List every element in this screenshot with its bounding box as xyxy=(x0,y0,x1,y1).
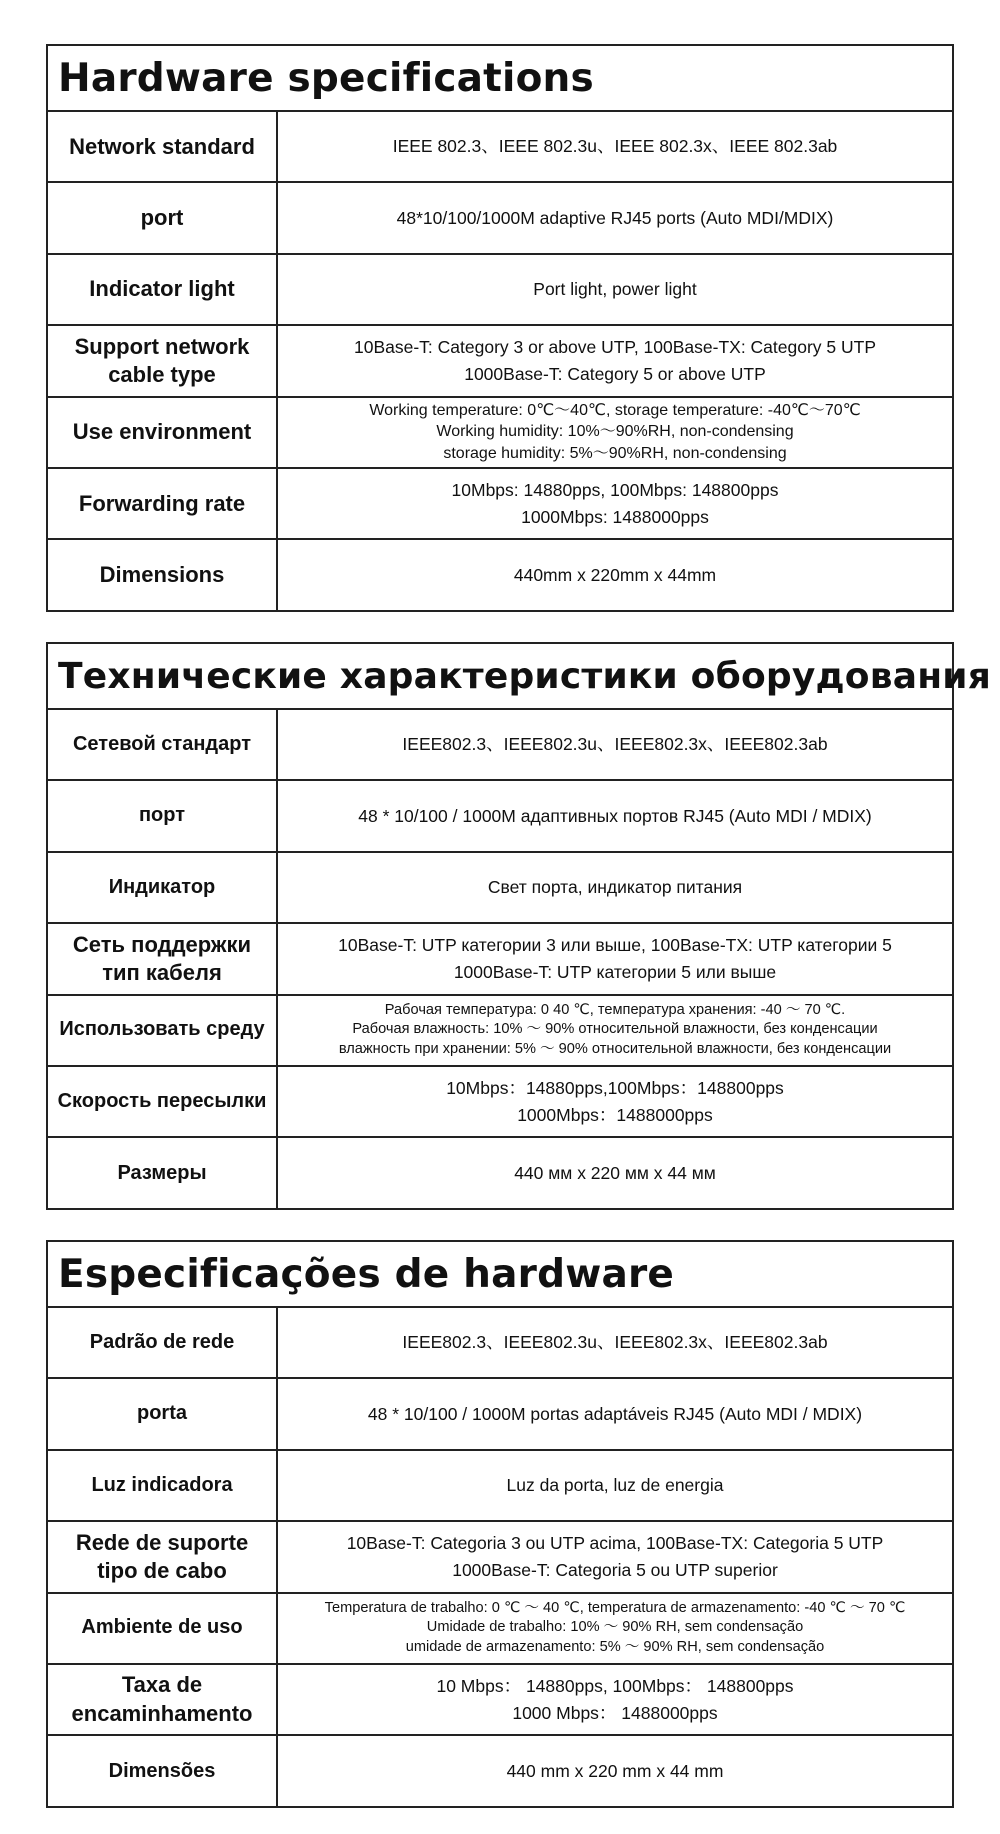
table-title: Especificações de hardware xyxy=(48,1242,952,1308)
row-label: Rede de suporte tipo de cabo xyxy=(48,1522,278,1591)
row-value: 48*10/100/1000M adaptive RJ45 ports (Auto MDI/MDIX) xyxy=(396,207,834,228)
row-value: IEEE 802.3、IEEE 802.3u、IEEE 802.3x、IEEE 802.3ab xyxy=(392,136,838,157)
table-row xyxy=(48,112,952,183)
row-value: Свет порта, индикатор питания xyxy=(487,876,743,897)
row-label: port xyxy=(48,183,278,252)
row-label: porta xyxy=(48,1379,278,1448)
row-label: Dimensions xyxy=(48,540,278,610)
table-row xyxy=(48,1067,952,1138)
row-label: Скорость пересылки xyxy=(48,1067,278,1136)
row-label: Использовать среду xyxy=(48,996,278,1065)
row-value: 10 Mbps： 14880pps, 100Mbps： 148800pps 1000 Mbps： 1488000pps xyxy=(436,1675,794,1723)
table-row xyxy=(48,469,952,540)
table-row xyxy=(48,1522,952,1593)
spec-table-portuguese xyxy=(46,1240,954,1808)
table-row xyxy=(48,255,952,326)
row-label: Taxa de encaminhamento xyxy=(48,1665,278,1734)
table-row xyxy=(48,183,952,254)
table-row xyxy=(48,996,952,1067)
table-row xyxy=(48,1138,952,1208)
row-value: 440 мм x 220 мм x 44 мм xyxy=(514,1162,716,1183)
table-row xyxy=(48,398,952,469)
table-row xyxy=(48,781,952,852)
table-row xyxy=(48,1308,952,1379)
row-label: Сеть поддержки тип кабеля xyxy=(48,924,278,993)
row-label: Network standard xyxy=(48,112,278,181)
row-value: IEEE802.3、IEEE802.3u、IEEE802.3x、IEEE802.3ab xyxy=(402,1332,828,1353)
table-row xyxy=(48,1665,952,1736)
table-row xyxy=(48,1736,952,1806)
row-label: Padrão de rede xyxy=(48,1308,278,1377)
table-title: Hardware specifications xyxy=(48,46,952,112)
row-label: Support network cable type xyxy=(48,326,278,395)
row-label: Use environment xyxy=(48,398,278,467)
row-label: Сетевой стандарт xyxy=(48,710,278,779)
row-label: Luz indicadora xyxy=(48,1451,278,1520)
row-label: Dimensões xyxy=(48,1736,278,1806)
row-value: 48 * 10/100 / 1000M адаптивных портов RJ45 (Auto MDI / MDIX) xyxy=(358,805,872,826)
spec-table-russian xyxy=(46,642,992,1210)
row-value: 10Base-T: Categoria 3 ou UTP acima, 100Base-TX: Categoria 5 UTP 1000Base-T: Categoria 5 ou UTP superior xyxy=(346,1532,884,1580)
table-row xyxy=(48,1379,952,1450)
row-value: 440mm x 220mm x 44mm xyxy=(513,564,717,585)
spec-table-english xyxy=(46,44,954,612)
row-value: Port light, power light xyxy=(533,278,697,299)
row-label: Размеры xyxy=(48,1138,278,1208)
row-label: Индикатор xyxy=(48,853,278,922)
table-row xyxy=(48,540,952,610)
row-label: Forwarding rate xyxy=(48,469,278,538)
row-label: Indicator light xyxy=(48,255,278,324)
table-row xyxy=(48,924,952,995)
row-label: Ambiente de uso xyxy=(48,1594,278,1663)
row-value: 10Mbps: 14880pps, 100Mbps: 148800pps 1000Mbps: 1488000pps xyxy=(451,479,779,527)
row-value: Working temperature: 0℃～40℃, storage temperature: -40℃～70℃ Working humidity: 10%～90%RH, non-condensing storage humidity: 5%～90%RH, non-condensing xyxy=(369,401,861,463)
table-title: Технические характеристики оборудования xyxy=(48,644,952,710)
row-value: Temperatura de trabalho: 0 ℃ ～ 40 ℃, temperatura de armazenamento: -40 ℃ ～ 70 ℃ Umidade de trabalho: 10% ～ 90% RH, sem condensação umidade de armazenamento: 5% ～ 90% RH, sem condensação xyxy=(324,1599,906,1656)
row-value: 10Mbps：14880pps,100Mbps：148800pps 1000Mbps：1488000pps xyxy=(446,1077,784,1125)
row-value: 10Base-T: Category 3 or above UTP, 100Base-TX: Category 5 UTP 1000Base-T: Category 5 or above UTP xyxy=(353,336,877,384)
row-value: 10Base-T: UTP категории 3 или выше, 100Base-TX: UTP категории 5 1000Base-T: UTP категории 5 или выше xyxy=(338,934,892,982)
row-value: 48 * 10/100 / 1000M portas adaptáveis RJ45 (Auto MDI / MDIX) xyxy=(367,1403,863,1424)
table-row xyxy=(48,326,952,397)
table-row xyxy=(48,1451,952,1522)
row-value: IEEE802.3、IEEE802.3u、IEEE802.3x、IEEE802.3ab xyxy=(402,734,828,755)
row-label: порт xyxy=(48,781,278,850)
row-value: 440 mm x 220 mm x 44 mm xyxy=(506,1760,724,1781)
row-value: Luz da porta, luz de energia xyxy=(506,1474,724,1495)
table-row xyxy=(48,1594,952,1665)
table-row xyxy=(48,710,952,781)
table-row xyxy=(48,853,952,924)
row-value: Рабочая температура: 0 40 ℃, температура хранения: -40 ～ 70 ℃. Рабочая влажность: 10% ～ 90% относительной влажности, без конденсации влажность при хранении: 5% ～ 90% относительной влажности, без конденсации xyxy=(338,1001,892,1058)
